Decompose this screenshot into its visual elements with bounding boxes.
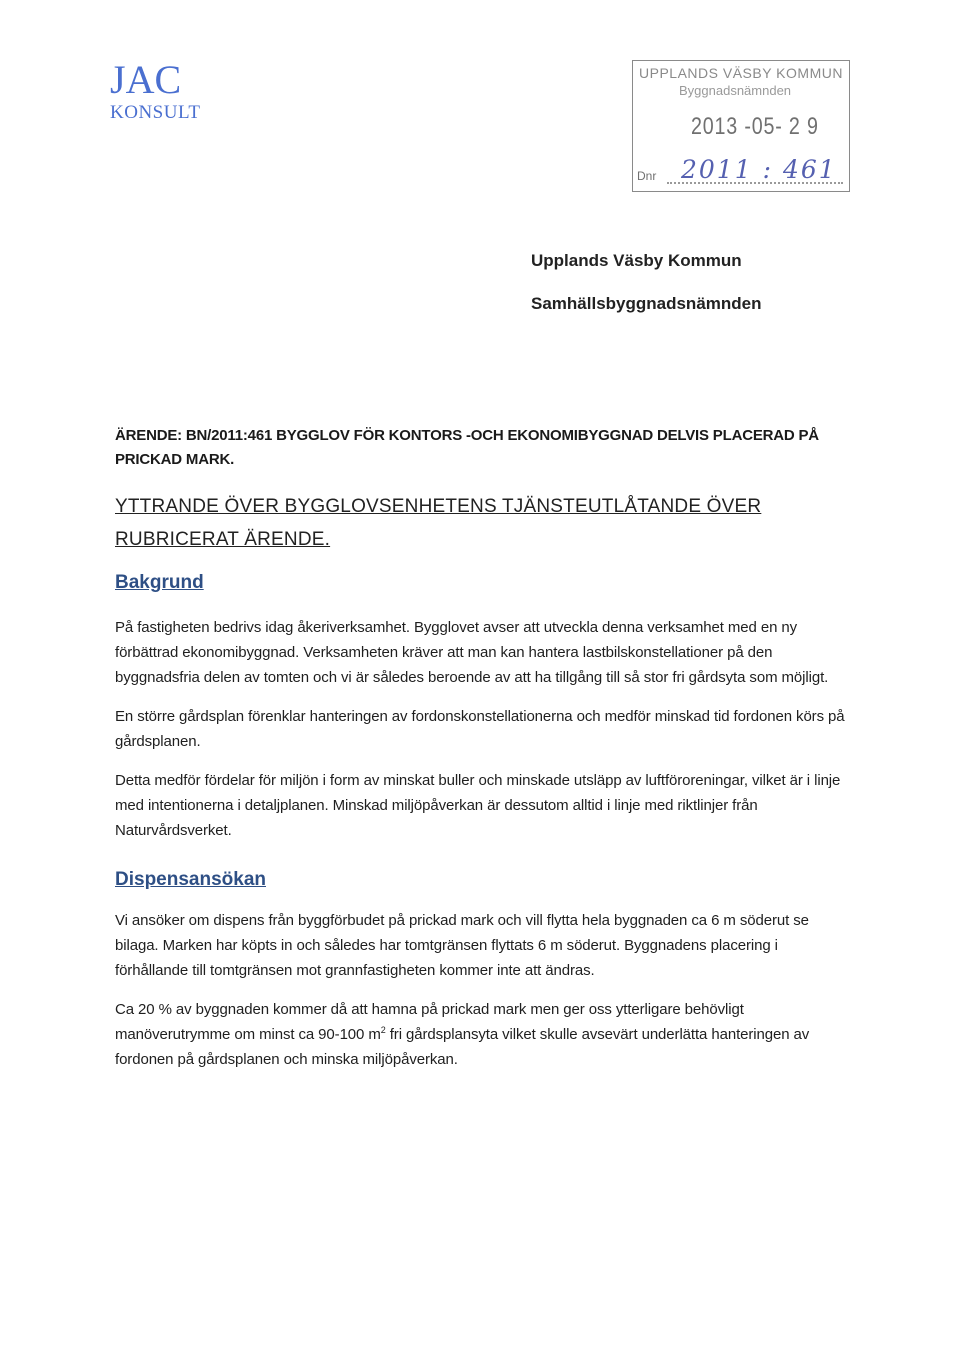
stamp-department: Byggnadsnämnden: [679, 83, 792, 98]
bakgrund-paragraph-2: En större gårdsplan förenklar hanteringen av fordonskonstellationerna och medför minskad tid fordonen körs på gårdsplanen.: [115, 708, 845, 750]
logo-main-text: JAC: [110, 57, 182, 102]
recipient-line-1: Upplands Väsby Kommun: [531, 251, 742, 270]
received-stamp: [632, 60, 850, 192]
dispens-paragraph-2-part-1: Ca 20 % av byggnaden kommer då att hamna på prickad mark men ger oss ytterligare behövligt manöverutrymme om minst ca 90-100 m: [115, 1001, 744, 1043]
heading-bakgrund: Bakgrund: [115, 572, 204, 593]
heading-dispensansokan: Dispensansökan: [115, 869, 266, 890]
logo-sub-text: KONSULT: [110, 102, 201, 123]
dispens-paragraph-1: Vi ansöker om dispens från byggförbudet på prickad mark och vill flytta hela byggnaden ca 6 m söderut se bilaga. Marken har köpts in och således har tomtgränsen flyttats 6 m söderut. Byggnadens placering i förhållande till tomtgränsen mot grannfastigheten kommer inte att ändras.: [115, 912, 809, 979]
recipient-line-2: Samhällsbyggnadsnämnden: [531, 294, 762, 313]
stamp-date: 2013 -05- 2 9: [691, 113, 819, 140]
stamp-handwritten-number: 2011 : 461: [681, 155, 837, 184]
bakgrund-paragraph-3: Detta medför fördelar för miljön i form av minskat buller och minskade utsläpp av luftföroreningar, vilket är i linje med intentionerna i detaljplanen. Minskad miljöpåverkan är dessutom alltid i linje med riktlinjer från Naturvårdsverket.: [115, 772, 841, 839]
dispens-paragraph-2: [115, 997, 855, 1072]
dispens-paragraph-2-part-2: fri gårdsplansyta vilket skulle avsevärt underlätta hanteringen av fordonen på gårdsplanen och minska miljöpåverkan.: [115, 1026, 810, 1068]
square-superscript: 2: [380, 1025, 386, 1035]
bakgrund-paragraph-1: På fastigheten bedrivs idag åkeriverksamhet. Bygglovet avser att utveckla denna verksamhet med en ny förbättrad ekonomibyggnad. Verksamheten kräver att man kan hantera lastbilskonstellationer på den byggnadsfria delen av tomten och vi är således beroende av att ha tillgång till så stor fri gårdsyta som möjligt.: [115, 619, 829, 686]
statement-heading: YTTRANDE ÖVER BYGGLOVSENHETENS TJÄNSTEUTLÅTANDE ÖVER RUBRICERAT ÄRENDE.: [115, 496, 762, 550]
letter-body: [115, 424, 855, 1072]
subject-line: ÄRENDE: BN/2011:461 BYGGLOV FÖR KONTORS -OCH EKONOMIBYGGNAD DELVIS PLACERAD PÅ PRICKAD MARK.: [115, 427, 819, 468]
company-logo: [110, 57, 201, 124]
stamp-authority: UPPLANDS VÄSBY KOMMUN: [639, 65, 843, 81]
stamp-dnr-label: Dnr: [637, 169, 657, 183]
